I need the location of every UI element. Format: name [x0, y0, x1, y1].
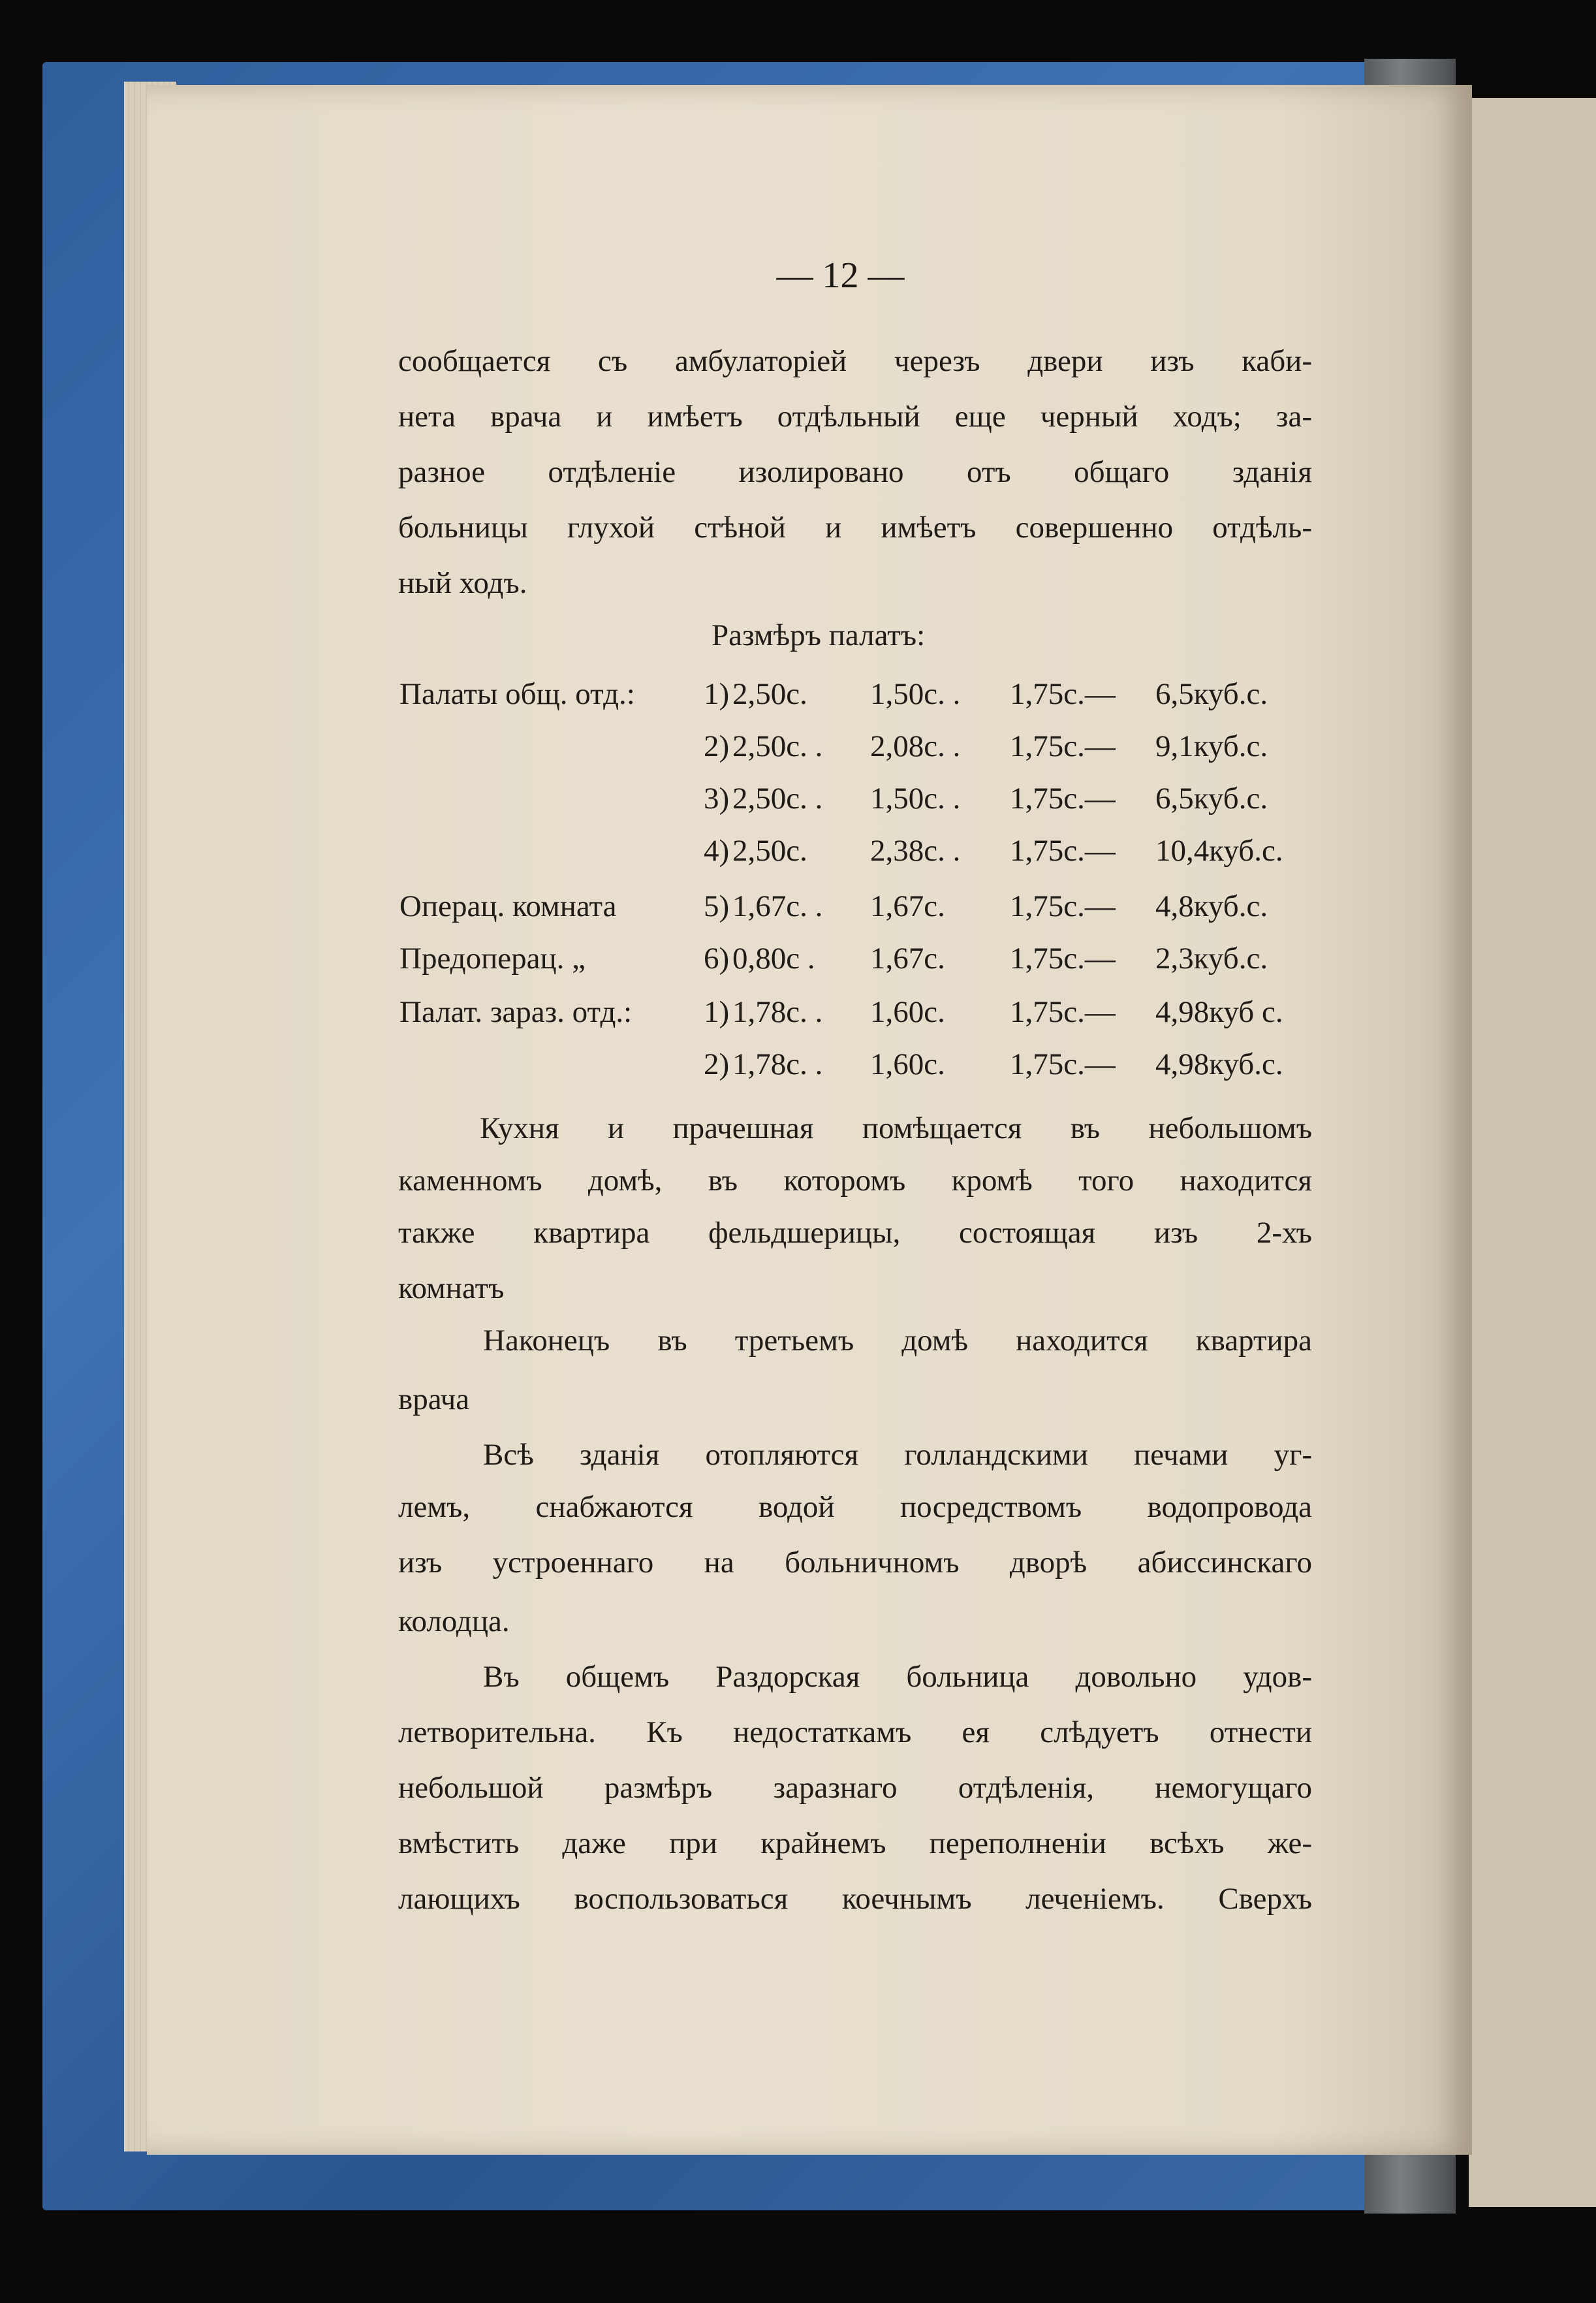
height-value: 1,75с.— [1010, 834, 1116, 868]
height-value: 1,75с.— [1010, 995, 1116, 1029]
height-value: 1,75с.— [1010, 889, 1116, 923]
text-line: ный ходъ. [398, 566, 527, 600]
row-number: 1) [704, 677, 730, 711]
length-value: 1,78с. . [732, 995, 823, 1029]
height-value: 1,75с.— [1010, 942, 1116, 976]
row-number: 2) [704, 729, 730, 763]
text-line: Всѣ зданія отопляются голландскими печами уг- [483, 1438, 1312, 1472]
row-label: Палат. зараз. отд.: [399, 995, 633, 1029]
text-line: Въ общемъ Раздорская больница довольно удов- [483, 1660, 1312, 1694]
text-line: небольшой размѣръ заразнаго отдѣленія, немогущаго [398, 1771, 1312, 1805]
height-value: 1,75с.— [1010, 677, 1116, 711]
text-line: лемъ, снабжаются водой посредствомъ водопровода [398, 1490, 1312, 1524]
length-value: 2,50с. . [732, 782, 823, 816]
row-number: 5) [704, 889, 730, 923]
width-value: 1,60с. [870, 1047, 945, 1081]
volume-value: 2,3куб.с. [1155, 942, 1268, 976]
volume-value: 4,8куб.с. [1155, 889, 1268, 923]
width-value: 1,67с. [870, 942, 945, 976]
page-number: — 12 — [776, 255, 905, 296]
volume-value: 6,5куб.с. [1155, 677, 1268, 711]
row-number: 1) [704, 995, 730, 1029]
row-number: 4) [704, 834, 730, 868]
text-line: вмѣстить даже при крайнемъ переполненіи всѣхъ же- [398, 1826, 1312, 1860]
width-value: 1,60с. [870, 995, 945, 1029]
text-line: колодца. [398, 1604, 510, 1638]
volume-value: 9,1куб.с. [1155, 729, 1268, 763]
text-line: нета врача и имѣетъ отдѣльный еще черный ходъ; за- [398, 400, 1312, 434]
row-number: 6) [704, 942, 730, 976]
facing-page-edge [1469, 98, 1596, 2207]
width-value: 1,50с. . [870, 677, 961, 711]
width-value: 2,08с. . [870, 729, 961, 763]
row-label: Операц. комната [399, 889, 617, 923]
text-line: разное отдѣленіе изолировано отъ общаго зданія [398, 455, 1312, 489]
volume-value: 6,5куб.с. [1155, 782, 1268, 816]
length-value: 1,67с. . [732, 889, 823, 923]
row-label: Предоперац. „ [399, 942, 586, 976]
width-value: 1,67с. [870, 889, 945, 923]
volume-value: 4,98куб.с. [1155, 1047, 1283, 1081]
length-value: 2,50с. [732, 677, 807, 711]
length-value: 1,78с. . [732, 1047, 823, 1081]
text-line: также квартира фельдшерицы, состоящая изъ 2-хъ [398, 1216, 1312, 1250]
length-value: 0,80с . [732, 942, 815, 976]
width-value: 1,50с. . [870, 782, 961, 816]
width-value: 2,38с. . [870, 834, 961, 868]
length-value: 2,50с. . [732, 729, 823, 763]
length-value: 2,50с. [732, 834, 807, 868]
text-line: изъ устроеннаго на больничномъ дворѣ абиссинскаго [398, 1546, 1312, 1580]
height-value: 1,75с.— [1010, 782, 1116, 816]
row-number: 3) [704, 782, 730, 816]
volume-value: 10,4куб.с. [1155, 834, 1283, 868]
text-line: Наконецъ въ третьемъ домѣ находится квартира [483, 1324, 1312, 1358]
row-label: Палаты общ. отд.: [399, 677, 635, 711]
text-line: врача [398, 1382, 470, 1416]
text-line: летворительна. Къ недостаткамъ ея слѣдуетъ отнести [398, 1715, 1312, 1749]
volume-value: 4,98куб с. [1155, 995, 1283, 1029]
row-number: 2) [704, 1047, 730, 1081]
height-value: 1,75с.— [1010, 1047, 1116, 1081]
text-line: больницы глухой стѣной и имѣетъ совершенно отдѣль- [398, 511, 1312, 545]
text-line: Кухня и прачешная помѣщается въ небольшомъ [480, 1111, 1312, 1145]
text-line: комнатъ [398, 1271, 505, 1305]
text-line: сообщается съ амбулаторіей черезъ двери изъ каби- [398, 344, 1312, 378]
table-title: Размѣръ палатъ: [712, 618, 926, 652]
height-value: 1,75с.— [1010, 729, 1116, 763]
text-line: лающихъ воспользоваться коечнымъ леченіемъ. Сверхъ [398, 1882, 1312, 1916]
text-line: каменномъ домѣ, въ которомъ кромѣ того находится [398, 1164, 1312, 1198]
